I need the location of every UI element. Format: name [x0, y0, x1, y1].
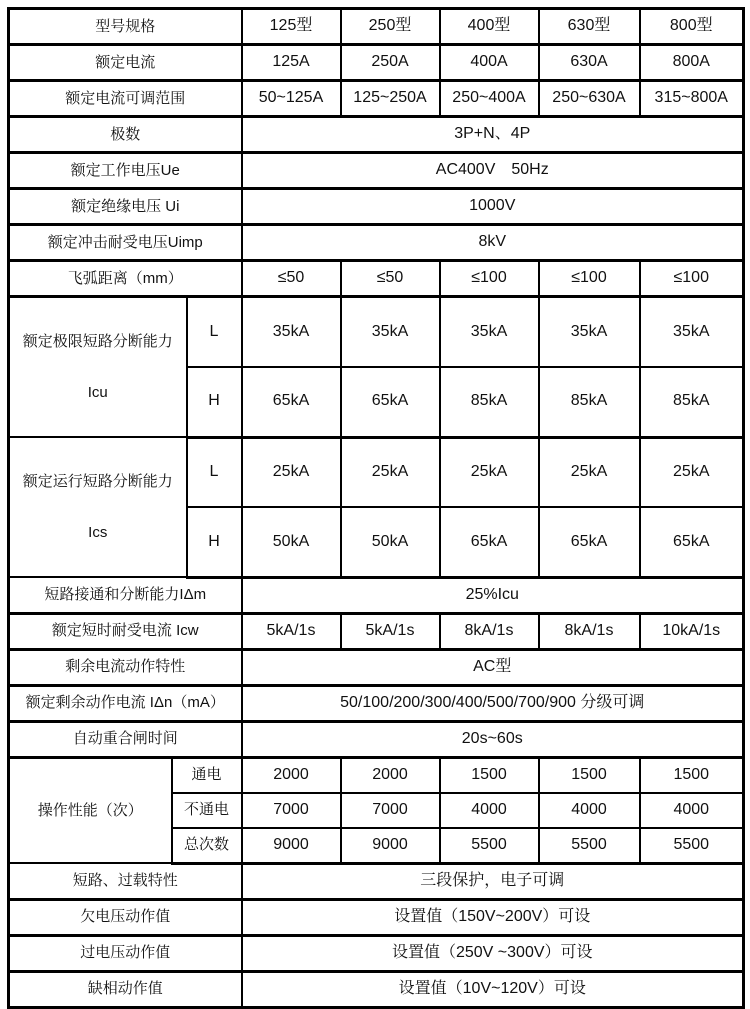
row-label: 额定绝缘电压 Ui	[9, 189, 242, 225]
row-ics-l	[9, 437, 744, 507]
row-label: 型号规格	[9, 9, 242, 45]
spec-value: 8kA/1s	[539, 613, 640, 649]
spec-value: 25kA	[440, 437, 539, 507]
spec-value: 800A	[640, 45, 744, 81]
spec-value: 1500	[539, 757, 640, 793]
spec-value: 400型	[440, 9, 539, 45]
row-label	[9, 297, 187, 438]
spec-value: 65kA	[539, 507, 640, 577]
spec-value: 65kA	[242, 367, 341, 437]
grade-label: L	[187, 437, 242, 507]
icu-sub-label: Icu	[87, 384, 108, 402]
row-label: 自动重合闸时间	[9, 721, 242, 757]
row-idm	[9, 577, 744, 613]
spec-value: ≤100	[539, 261, 640, 297]
row-reclose-time	[9, 721, 744, 757]
spec-value: 85kA	[640, 367, 744, 437]
spec-value: 5kA/1s	[341, 613, 440, 649]
operation-sub-label: 通电	[172, 757, 242, 793]
row-overvoltage	[9, 935, 744, 971]
row-poles	[9, 117, 744, 153]
operation-sub-label: 不通电	[172, 793, 242, 828]
spec-value: 125型	[242, 9, 341, 45]
operation-sub-label: 总次数	[172, 828, 242, 864]
grade-label: H	[187, 367, 242, 437]
row-short-overload	[9, 863, 744, 899]
spec-value: 2000	[341, 757, 440, 793]
row-label: 额定电流	[9, 45, 242, 81]
spec-value: 65kA	[341, 367, 440, 437]
spec-value: 5500	[539, 828, 640, 864]
grade-label: H	[187, 507, 242, 577]
spec-value: 4000	[440, 793, 539, 828]
row-adjust-range	[9, 81, 744, 117]
spec-value: 400A	[440, 45, 539, 81]
spec-value: 设置值（250V ~300V）可设	[242, 935, 744, 971]
spec-value: 5500	[440, 828, 539, 864]
spec-value: 85kA	[539, 367, 640, 437]
spec-value: 315~800A	[640, 81, 744, 117]
row-ue	[9, 153, 744, 189]
spec-value: 35kA	[539, 297, 640, 367]
row-label: 额定电流可调范围	[9, 81, 242, 117]
spec-value: 8kV	[242, 225, 744, 261]
spec-value: 35kA	[242, 297, 341, 367]
row-idn	[9, 685, 744, 721]
spec-value: 25kA	[640, 437, 744, 507]
spec-value: ≤50	[242, 261, 341, 297]
row-label: 短路接通和分断能力IΔm	[9, 577, 242, 613]
spec-value: 2000	[242, 757, 341, 793]
spec-value: 5500	[640, 828, 744, 864]
row-label: 操作性能（次）	[9, 757, 172, 863]
row-label: 过电压动作值	[9, 935, 242, 971]
spec-value: 7000	[341, 793, 440, 828]
spec-value: 1500	[640, 757, 744, 793]
spec-value: 125~250A	[341, 81, 440, 117]
spec-value: 9000	[242, 828, 341, 864]
spec-value: 25kA	[539, 437, 640, 507]
row-label: 飞弧距离（mm）	[9, 261, 242, 297]
spec-value: 250~400A	[440, 81, 539, 117]
ics-label: 额定运行短路分断能力	[22, 472, 173, 490]
spec-value: 7000	[242, 793, 341, 828]
row-ui	[9, 189, 744, 225]
row-model	[9, 9, 744, 45]
spec-value: AC400V 50Hz	[242, 153, 744, 189]
row-label: 额定剩余动作电流 IΔn（mA）	[9, 685, 242, 721]
spec-value: 50/100/200/300/400/500/700/900 分级可调	[242, 685, 744, 721]
spec-value: ≤100	[640, 261, 744, 297]
spec-value: 20s~60s	[242, 721, 744, 757]
spec-value: 630A	[539, 45, 640, 81]
row-label: 额定工作电压Ue	[9, 153, 242, 189]
spec-table	[7, 7, 745, 1009]
icu-label: 额定极限短路分断能力	[22, 332, 173, 350]
spec-value: 250A	[341, 45, 440, 81]
spec-value: 35kA	[640, 297, 744, 367]
spec-value: 5kA/1s	[242, 613, 341, 649]
row-arc-distance	[9, 261, 744, 297]
spec-value: 50kA	[341, 507, 440, 577]
spec-value: 1000V	[242, 189, 744, 225]
row-label: 短路、过载特性	[9, 863, 242, 899]
spec-value: 1500	[440, 757, 539, 793]
row-undervoltage	[9, 899, 744, 935]
row-label: 欠电压动作值	[9, 899, 242, 935]
spec-value: 10kA/1s	[640, 613, 744, 649]
spec-value: ≤100	[440, 261, 539, 297]
spec-value: 4000	[640, 793, 744, 828]
row-label: 缺相动作值	[9, 971, 242, 1007]
spec-value: 25kA	[341, 437, 440, 507]
spec-value: 65kA	[640, 507, 744, 577]
row-rated-current	[9, 45, 744, 81]
spec-value: 设置值（150V~200V）可设	[242, 899, 744, 935]
spec-value: 50~125A	[242, 81, 341, 117]
spec-value: 65kA	[440, 507, 539, 577]
spec-value: 800型	[640, 9, 744, 45]
grade-label: L	[187, 297, 242, 367]
spec-value: 8kA/1s	[440, 613, 539, 649]
row-phase-loss	[9, 971, 744, 1007]
spec-value: 4000	[539, 793, 640, 828]
ics-sub-label: Ics	[88, 524, 108, 542]
row-label: 剩余电流动作特性	[9, 649, 242, 685]
spec-value: 50kA	[242, 507, 341, 577]
spec-value: 25%Icu	[242, 577, 744, 613]
spec-value: AC型	[242, 649, 744, 685]
row-label: 额定短时耐受电流 Icw	[9, 613, 242, 649]
row-uimp	[9, 225, 744, 261]
spec-value: 9000	[341, 828, 440, 864]
spec-value: 250型	[341, 9, 440, 45]
spec-value: 35kA	[440, 297, 539, 367]
spec-value: 25kA	[242, 437, 341, 507]
spec-value: 3P+N、4P	[242, 117, 744, 153]
row-icu-l	[9, 297, 744, 367]
row-label: 额定冲击耐受电压Uimp	[9, 225, 242, 261]
spec-value: 250~630A	[539, 81, 640, 117]
spec-value: 85kA	[440, 367, 539, 437]
spec-value: ≤50	[341, 261, 440, 297]
spec-value: 125A	[242, 45, 341, 81]
spec-value: 630型	[539, 9, 640, 45]
row-label: 极数	[9, 117, 242, 153]
row-operation-on	[9, 757, 744, 793]
row-icw	[9, 613, 744, 649]
row-residual-type	[9, 649, 744, 685]
row-label	[9, 437, 187, 577]
spec-value: 35kA	[341, 297, 440, 367]
spec-value: 设置值（10V~120V）可设	[242, 971, 744, 1007]
spec-value: 三段保护，电子可调	[242, 863, 744, 899]
